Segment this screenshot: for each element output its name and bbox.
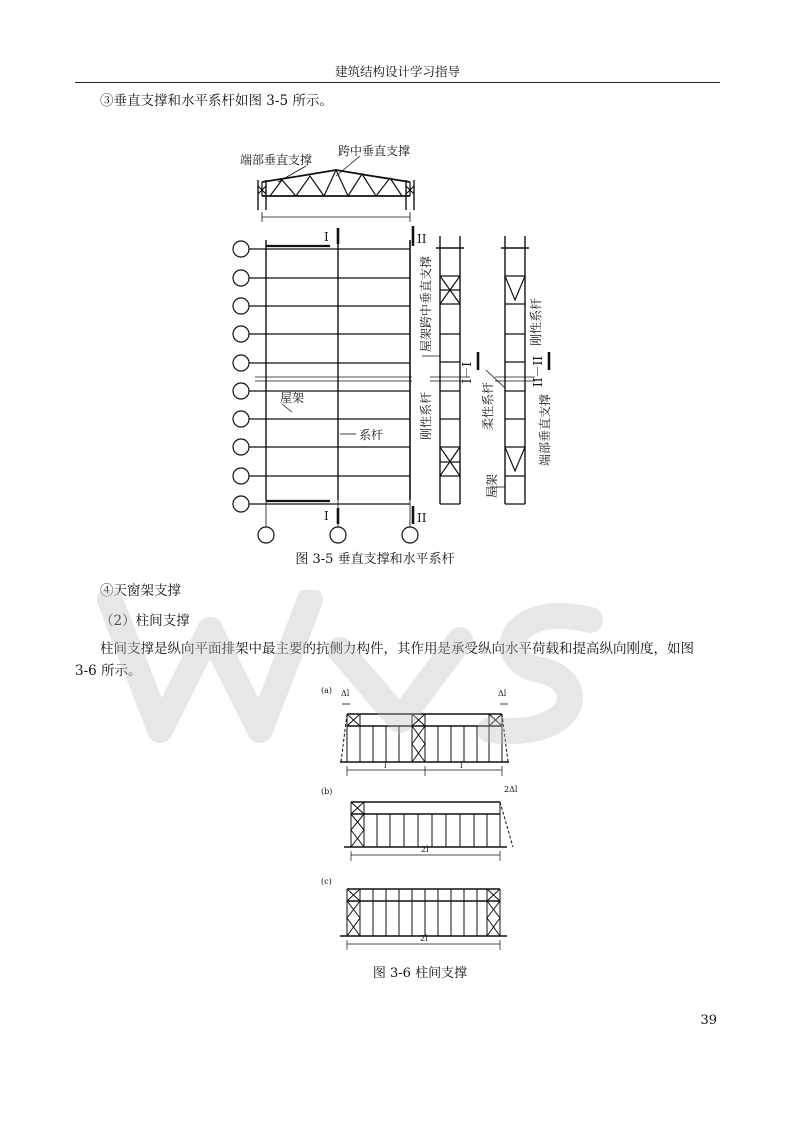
roof-plan — [249, 226, 413, 524]
frame-a — [340, 704, 509, 776]
span-l-2: l — [460, 761, 463, 770]
item-3-text: ③垂直支撑和水平系杆如图 3-5 所示。 — [100, 93, 333, 109]
axis-circles — [233, 241, 418, 543]
vlabel-roof: 屋架 — [485, 474, 499, 499]
figure-3-6-caption: 图 3-6 柱间支撑 — [372, 966, 468, 981]
label-c: (c) — [321, 877, 332, 886]
label-tie-bar: 系杆 — [359, 428, 384, 442]
delta-l-left: Δl — [341, 689, 350, 698]
vlabel-flex-tie: 柔性系杆 — [481, 382, 495, 431]
label-mid-brace: 跨中垂直支撑 — [338, 144, 411, 158]
vlabel-roof-mid-brace: 屋架跨中垂直支撑 — [419, 256, 433, 353]
label-a: (a) — [321, 686, 333, 695]
section-mark-I-top: I — [324, 230, 329, 244]
item-4-text: ④天窗架支撑 — [100, 583, 181, 599]
figure-3-5-caption: 图 3-5 垂直支撑和水平系杆 — [295, 552, 455, 567]
section-mark-II-top: II — [417, 232, 427, 246]
vlabel-end-brace: 端部垂直支撑 — [538, 394, 552, 467]
vlabel-rigid-tie-2: 刚性系杆 — [529, 298, 543, 347]
label-b: (b) — [321, 787, 333, 796]
figure-3-6 — [310, 684, 530, 956]
section-mark-II-bottom: II — [417, 511, 427, 525]
running-header: 建筑结构设计学习指导 — [75, 62, 720, 83]
section-2-title: （2）柱间支撑 — [100, 613, 190, 629]
vlabel-rigid-tie: 刚性系杆 — [419, 392, 433, 441]
vlabel-sec-II: II－II — [531, 356, 545, 387]
delta-l-right: Δl — [498, 689, 507, 698]
paragraph-line-2: 3-6 所示。 — [75, 663, 142, 679]
label-end-brace: 端部垂直支撑 — [240, 153, 313, 167]
label-roof-truss: 屋架 — [280, 391, 305, 405]
paragraph-line-1: 柱间支撑是纵向平面排架中最主要的抗侧力构件，其作用是承受纵向水平荷载和提高纵向刚度，如图 — [100, 641, 694, 657]
span-2l-b: 2l — [421, 845, 429, 854]
span-l-1: l — [384, 761, 387, 770]
vlabel-sec-I: I－I — [460, 362, 474, 384]
section-mark-I-bottom: I — [324, 509, 329, 523]
span-2l-c: 2l — [420, 934, 428, 943]
two-delta-l: 2Δl — [504, 785, 518, 794]
page-number: 39 — [700, 1013, 717, 1028]
